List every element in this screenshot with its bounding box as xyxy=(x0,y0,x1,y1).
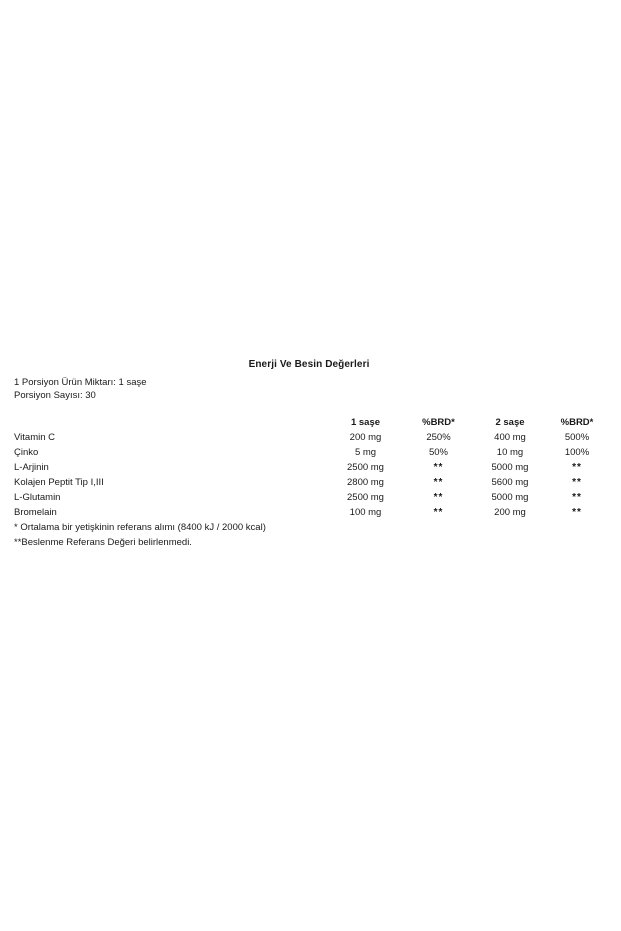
nutrition-facts-panel xyxy=(14,356,604,551)
row-name: Vitamin C xyxy=(14,432,56,444)
table-row xyxy=(14,461,604,476)
table-row xyxy=(14,431,604,446)
row-dose2: 5000 mg xyxy=(491,462,529,474)
serving-portion-line: 1 Porsiyon Ürün Miktarı: 1 saşe xyxy=(14,376,147,388)
row-name: L-Arjinin xyxy=(14,462,49,474)
row-dose2: 5600 mg xyxy=(491,477,529,489)
row-nrv1: 250% xyxy=(426,432,451,444)
footnote-reference-intake: * Ortalama bir yetişkinin referans alımı (8400 kJ / 2000 kcal) xyxy=(14,522,266,534)
table-title-row xyxy=(14,356,604,372)
row-nrv2: 100% xyxy=(564,447,590,459)
column-header-dose1: 1 saşe xyxy=(350,417,381,429)
row-nrv2: ** xyxy=(572,477,582,488)
row-nrv1: ** xyxy=(433,507,444,518)
table-row xyxy=(14,476,604,491)
row-dose1: 200 mg xyxy=(349,432,382,444)
row-dose2: 5000 mg xyxy=(491,492,529,504)
nutrition-table xyxy=(14,356,604,551)
row-dose1: 2500 mg xyxy=(347,492,384,504)
row-nrv2: 500% xyxy=(564,432,590,444)
row-dose2: 200 mg xyxy=(494,507,526,519)
row-dose1: 5 mg xyxy=(354,447,377,459)
column-header-nrv2: %BRD* xyxy=(560,417,594,429)
row-nrv1: ** xyxy=(433,462,444,473)
row-name: Çinko xyxy=(14,447,39,459)
spacer-row xyxy=(14,406,604,416)
row-name: Bromelain xyxy=(14,507,57,519)
table-row xyxy=(14,446,604,461)
column-header-dose2: 2 saşe xyxy=(495,417,525,429)
table-row xyxy=(14,491,604,506)
serving-info xyxy=(14,372,604,406)
serving-info-row xyxy=(14,372,604,406)
footnote-row xyxy=(14,521,604,536)
row-dose1: 2800 mg xyxy=(347,477,384,489)
row-nrv2: ** xyxy=(572,462,582,473)
spacer xyxy=(14,406,604,416)
row-name: L-Glutamin xyxy=(14,492,61,504)
panel-title: Enerji Ve Besin Değerleri xyxy=(248,358,370,370)
row-nrv1: ** xyxy=(433,477,444,488)
row-nrv2: ** xyxy=(572,492,582,503)
footnote-nrv-not-established: **Beslenme Referans Değeri belirlenmedi. xyxy=(14,537,192,549)
row-dose1: 2500 mg xyxy=(347,462,384,474)
row-nrv1: 50% xyxy=(428,447,448,459)
row-dose1: 100 mg xyxy=(349,507,382,519)
column-header-name xyxy=(14,416,324,431)
column-header-nrv1: %BRD* xyxy=(422,417,455,429)
row-dose2: 400 mg xyxy=(494,432,526,444)
row-dose2: 10 mg xyxy=(496,447,524,459)
row-nrv2: ** xyxy=(572,507,582,518)
column-header-row xyxy=(14,416,604,431)
serving-count-line: Porsiyon Sayısı: 30 xyxy=(14,390,96,401)
table-row xyxy=(14,506,604,521)
row-name: Kolajen Peptit Tip I,III xyxy=(14,477,104,489)
row-nrv1: ** xyxy=(433,492,444,503)
footnote-row xyxy=(14,536,604,551)
